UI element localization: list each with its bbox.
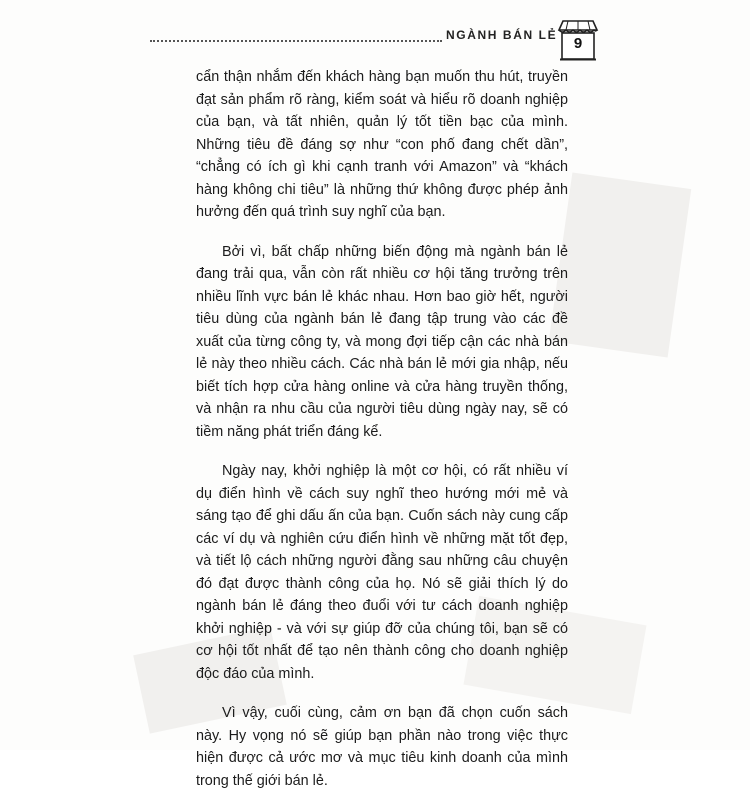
paragraph: Vì vậy, cuối cùng, cảm ơn bạn đã chọn cuốn sách này. Hy vọng nó sẽ giúp bạn phần nào trong việc thực hiện được cả ước mơ và mục tiêu kinh doanh của mình trong thế giới bán lẻ. [196, 705, 568, 789]
paragraph: cẩn thận nhắm đến khách hàng bạn muốn thu hút, truyền đạt sản phẩm rõ ràng, kiểm soát và hiểu rõ doanh nghiệp của bạn, và tất nhiên, quản lý tốt tiền bạc của mình. Những tiêu đề đáng sợ như “con phố đang chết dần”, “chẳng có ích gì khi cạnh tranh với Amazon” và “khách hàng không chi tiêu” là những thứ không được phép ảnh hưởng đến quá trình suy nghĩ của bạn. [196, 69, 568, 220]
running-header [150, 18, 610, 58]
dotted-leader [150, 40, 442, 42]
paragraph: Bởi vì, bất chấp những biến động mà ngành bán lẻ đang trải qua, vẫn còn rất nhiều cơ hội tăng trưởng trên nhiều lĩnh vực bán lẻ khác nhau. Hơn bao giờ hết, người tiêu dùng của ngành bán lẻ đang tập trung vào các đề xuất của từng công ty, và mong đợi tiếp cận các nhà bán lẻ này theo nhiều cách. Các nhà bán lẻ mới gia nhập, nếu biết tích hợp cửa hàng online và cửa hàng truyền thống, và nhận ra nhu cầu của người tiêu dùng ngày nay, sẽ có tiềm năng phát triển đáng kể. [196, 243, 568, 440]
paragraph: Ngày nay, khởi nghiệp là một cơ hội, có rất nhiều ví dụ điển hình về cách suy nghĩ theo hướng mới mẻ và sáng tạo để ghi dấu ấn của bạn. Cuốn sách này cung cấp các ví dụ và nghiên cứu điển hình về những mặt tốt đẹp, và tiết lộ cách những người đằng sau những câu chuyện đó đạt được thành công của họ. Nó sẽ giải thích lý do ngành bán lẻ đáng theo đuổi với tư cách doanh nghiệp khởi nghiệp - và với sự giúp đỡ của chúng tôi, bạn sẽ có cơ hội tốt nhất để tạo nên thành công cho doanh nghiệp độc đáo của mình. [196, 463, 568, 682]
page-number: 9 [573, 35, 583, 52]
body-text [196, 66, 568, 809]
section-title: NGÀNH BÁN LẺ [446, 28, 558, 42]
background-shape [549, 172, 691, 357]
